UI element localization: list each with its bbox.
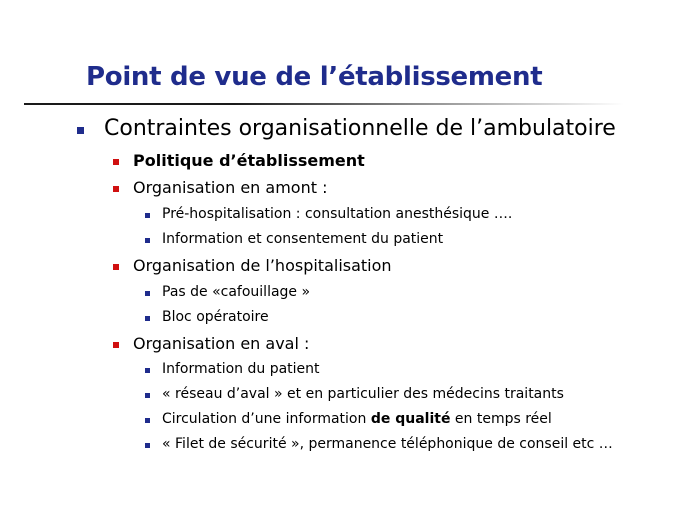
list-item-text: Politique d’établissement (133, 151, 365, 170)
main-bullet (104, 116, 616, 141)
square-bullet-icon (145, 393, 150, 398)
list-item-level3 (162, 411, 552, 427)
square-bullet-icon (145, 418, 150, 423)
list-item-text: Organisation en aval : (133, 334, 310, 353)
square-bullet-icon (145, 238, 150, 243)
list-item-text: Information du patient (162, 361, 320, 377)
list-item-level2 (133, 256, 392, 275)
square-bullet-icon (113, 186, 119, 192)
square-bullet-icon (113, 342, 119, 348)
square-bullet-icon (77, 127, 84, 134)
list-item-text: « réseau d’aval » et en particulier des médecins traitants (162, 386, 564, 402)
square-bullet-icon (145, 213, 150, 218)
main-bullet-text: Contraintes organisationnelle de l’ambulatoire (104, 116, 616, 141)
square-bullet-icon (113, 159, 119, 165)
list-item-text: Organisation de l’hospitalisation (133, 256, 392, 275)
list-item-text: Bloc opératoire (162, 309, 269, 325)
list-item-level3 (162, 361, 320, 377)
list-item-text: Information et consentement du patient (162, 231, 444, 247)
list-item-level3 (162, 206, 512, 222)
square-bullet-icon (113, 264, 119, 270)
list-item-text-start: Circulation d’une information (162, 411, 371, 427)
list-item-text: Pré-hospitalisation : consultation anesthésique …. (162, 206, 513, 222)
list-item-level3 (162, 231, 443, 247)
list-item-text: « Filet de sécurité », permanence téléphonique de conseil etc … (162, 436, 613, 452)
square-bullet-icon (145, 316, 150, 321)
square-bullet-icon (145, 291, 150, 296)
list-item-level2 (133, 151, 365, 170)
slide-title: Point de vue de l’établissement (86, 62, 543, 92)
list-item-text-bold: de qualité (370, 411, 451, 427)
list-item-level3 (162, 309, 269, 325)
list-item-text-end: en temps réel (450, 411, 552, 427)
title-underline (24, 103, 624, 105)
list-item-level3 (162, 284, 310, 300)
square-bullet-icon (145, 368, 150, 373)
list-item-level2 (133, 334, 309, 353)
list-item-level2 (133, 178, 327, 197)
list-item-level3 (162, 386, 564, 402)
list-item-text: Pas de «cafouillage » (162, 284, 311, 300)
square-bullet-icon (145, 443, 150, 448)
list-item-level3 (162, 436, 613, 452)
list-item-text: Organisation en amont : (133, 178, 328, 197)
